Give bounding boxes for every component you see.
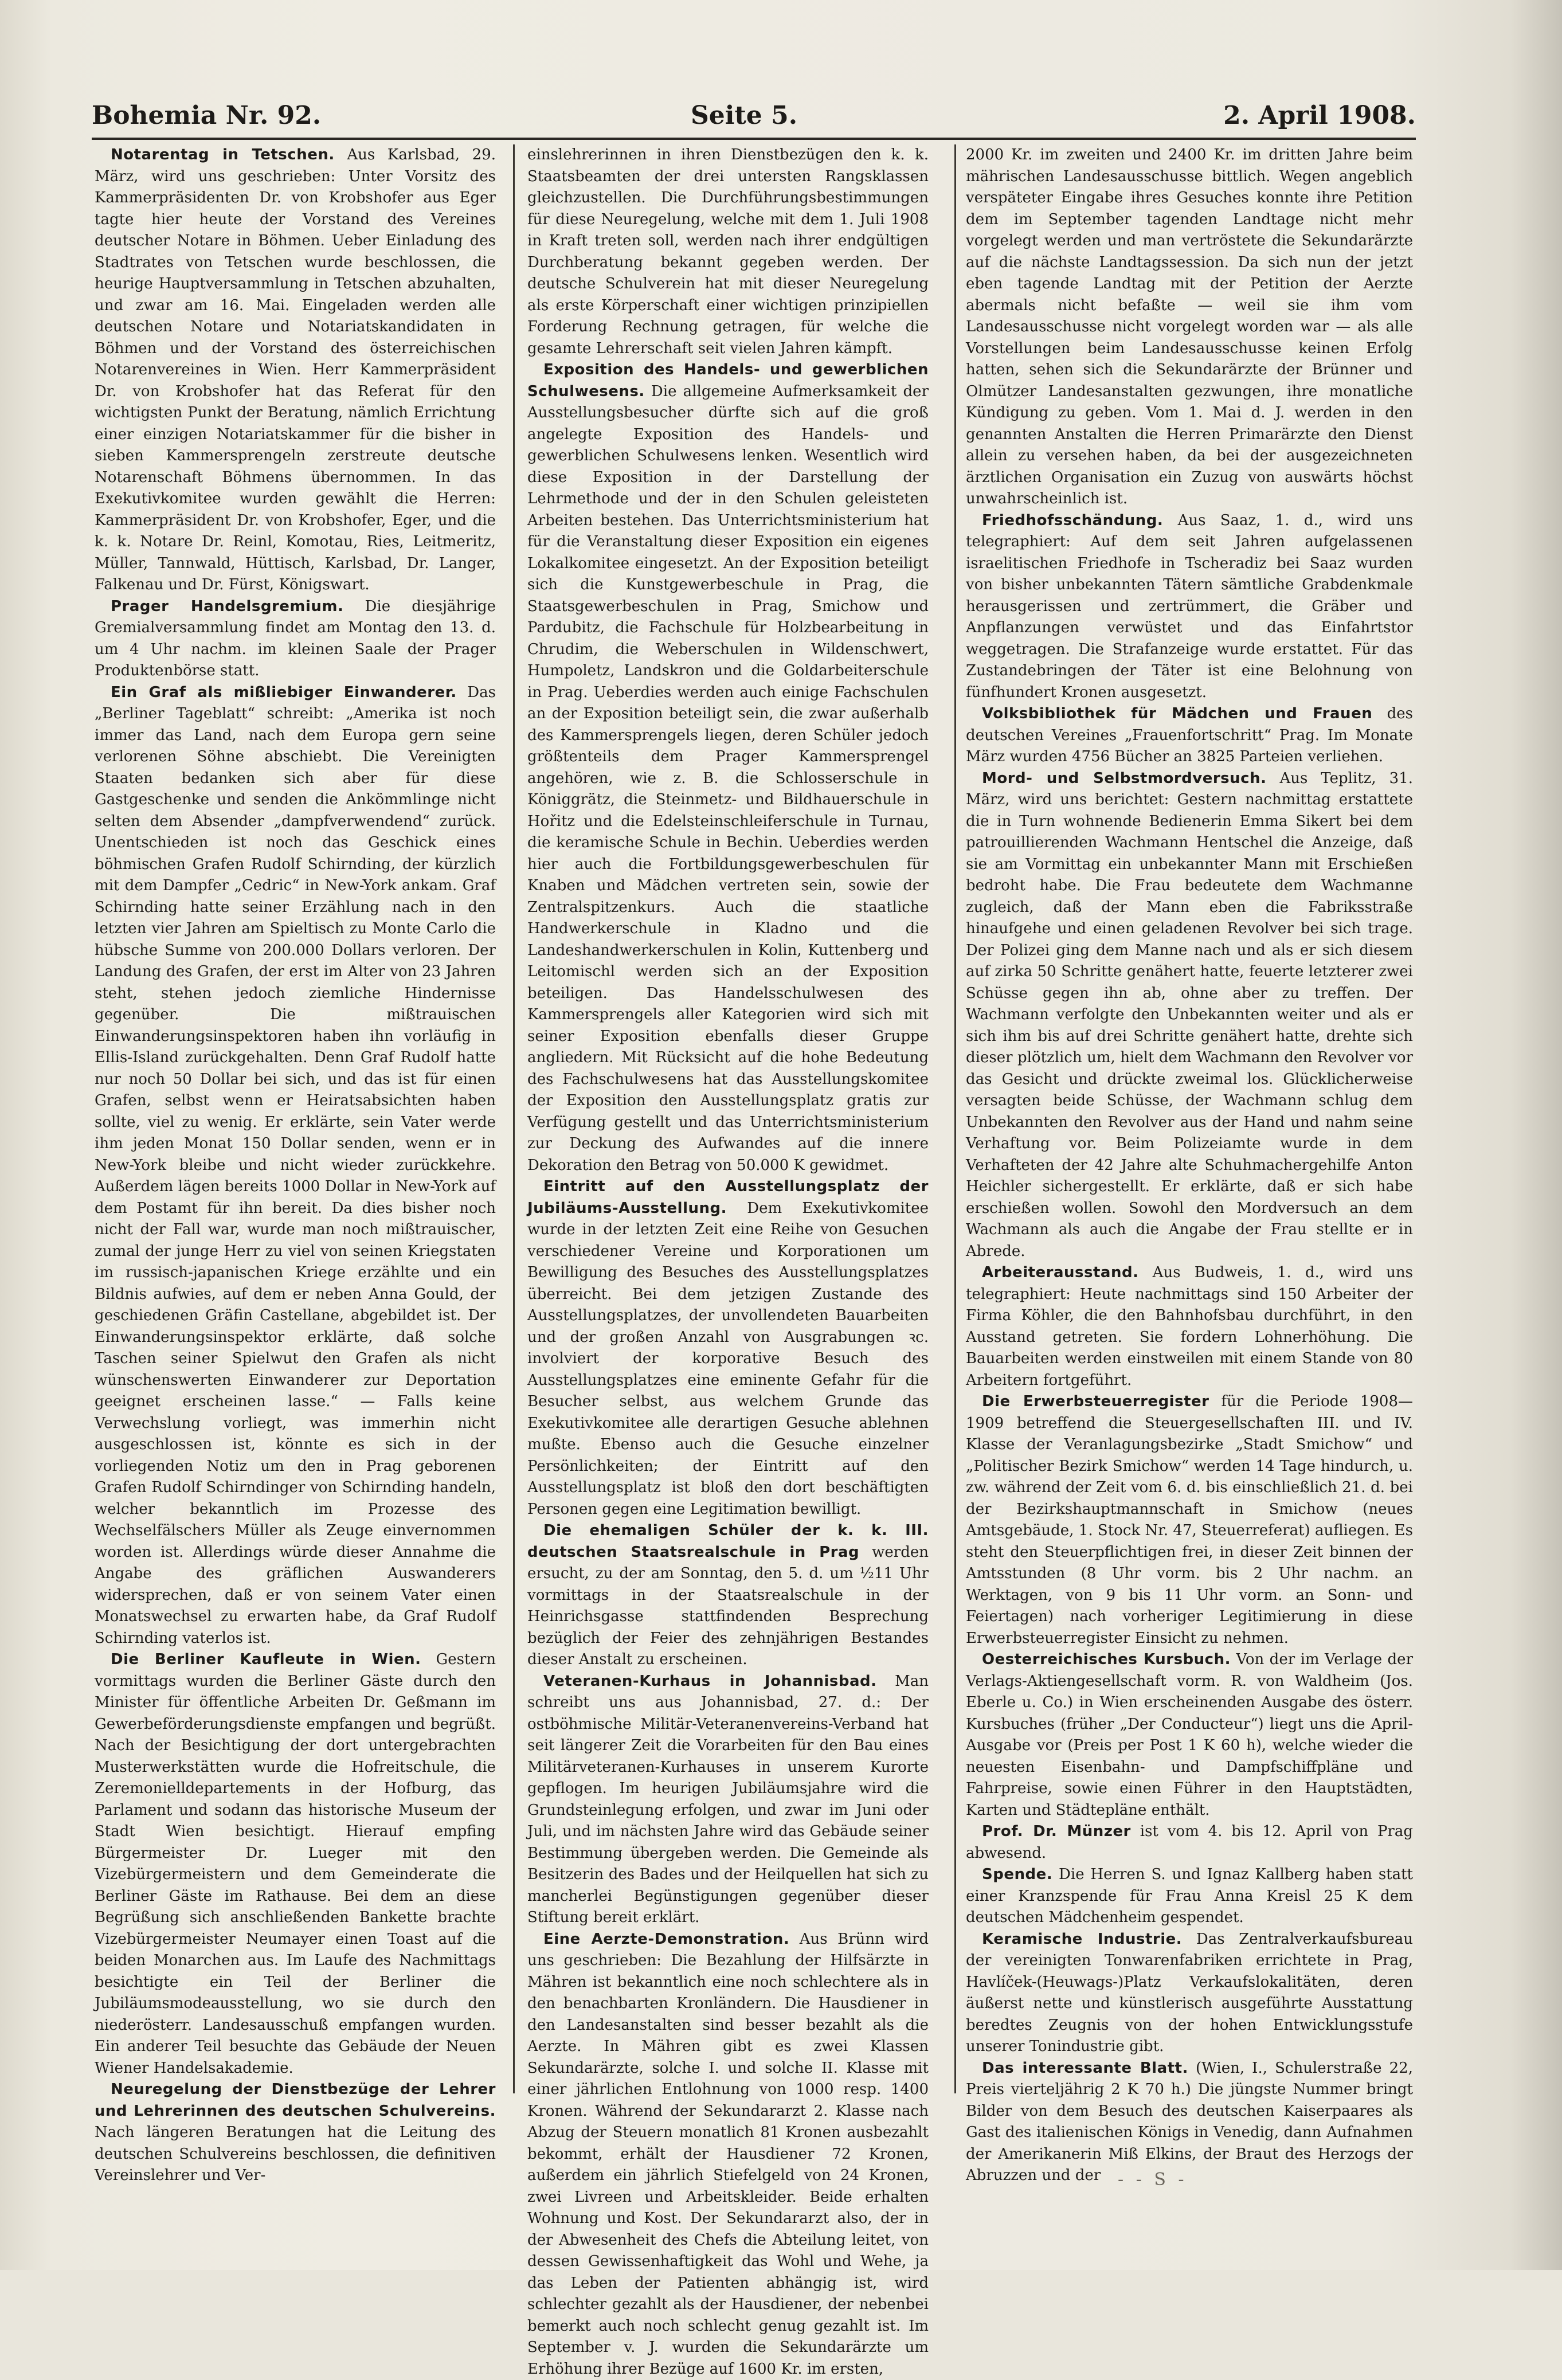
article-headline: Spende.	[982, 1866, 1052, 1883]
column-2	[527, 144, 929, 2154]
article-headline: Mord- und Selbstmordversuch.	[982, 770, 1266, 787]
article-headline: Volksbibliothek für Mädchen und Frauen	[982, 705, 1372, 722]
article-headline: Exposition des Handels- und gewerblichen Schulwesens.	[527, 361, 929, 400]
article-body: Aus Karlsbad, 29. März, wird uns geschrieben: Unter Vorsitz des Kammerpräsidenten Dr. von Krobshofer aus Eger tagte hier heute der Vorstand des Vereines deutscher Notare in Böhmen. Ueber Einladung des Stadtrates von Tetschen wurde beschlossen, die heurige Hauptversammlung in Tetschen abzuhalten, und zwar am 16. Mai. Eingeladen werden alle deutschen Notare und Notariatskandidaten in Böhmen und der Vorstand des österreichischen Notarenvereines in Wien. Herr Kammerpräsident Dr. von Krobshofer hat das Referat für den wichtigsten Punkt der Beratung, nämlich Errichtung einer einzigen Notariatskammer für die bisher in sieben Kammersprengeln zerstreute deutsche Notarenschaft Böhmens übernommen. In das Exekutivkomitee wurden gewählt die Herren: Kammerpräsident Dr. von Krobshofer, Eger, und die k. k. Notare Dr. Reinl, Komotau, Ries, Leitmeritz, Müller, Tannwald, Hüttisch, Karlsbad, Dr. Langer, Falkenau und Dr. Fürst, Königswart.	[95, 146, 496, 593]
article	[966, 768, 1413, 1263]
article	[95, 2079, 496, 2187]
article	[527, 1671, 929, 1929]
article	[966, 1864, 1413, 1929]
article-body: Die allgemeine Aufmerksamkeit der Ausstellungsbesucher dürfte sich auf die groß angelegte Exposition des Handels- und gewerblichen Schulwesens lenken. Wesentlich wird diese Exposition in der Darstellung der Lehrmethode und der in den Schulen geleisteten Arbeiten bestehen. Das Unterrichtsministerium hat für die Veranstaltung dieser Exposition ein eigenes Lokalkomitee eingesetzt. An der Exposition beteiligt sich die Kunstgewerbeschule in Prag, die Staatsgewerbeschulen in Prag, Smichow und Pardubitz, die Fachschule für Holzbearbeitung in Chrudim, die Weberschulen in Wildenschwert, Humpoletz, Landskron und die Goldarbeiterschule in Prag. Ueberdies werden auch einige Fachschulen an der Exposition beteiligt sein, die zwar außerhalb des Kammersprengels liegen, deren Schüler jedoch größtenteils dem Prager Kammersprengel angehören, wie z. B. die Schlosserschule in Königgrätz, die Steinmetz- und Bildhauerschule in Hořitz und die Edelsteinschleiferschule in Turnau, die keramische Schule in Bechin. Ueberdies werden hier auch die Fortbildungsgewerbeschulen für Knaben und Mädchen vertreten sein, sowie der Zentralspitzenkurs. Auch die staatliche Handwerkerschule in Kladno und die Landeshandwerkerschulen in Kolin, Kuttenberg und Leitomischl werden sich an der Exposition beteiligen. Das Handelsschulwesen des Kammersprengels aller Kategorien wird sich mit seiner Exposition ebenfalls dieser Gruppe angliedern. Mit Rücksicht auf die hohe Bedeutung des Fachschulwesens hat das Ausstellungskomitee der Exposition den Ausstellungsplatz gratis zur Verfügung gestellt und das Unterrichtsministerium zur Deckung des Aufwandes auf die innere Dekoration den Betrag von 50.000 K gewidmet.	[527, 383, 929, 1174]
article-body: Die Herren S. und Ignaz Kallberg haben statt einer Kranzspende für Frau Anna Kreisl 25 K dem deutschen Mädchenheim gespendet.	[966, 1866, 1413, 1926]
article-body: Gestern vormittags wurden die Berliner Gäste durch den Minister für öffentliche Arbeiten Dr. Geßmann im Gewerbeförderungsdienste empfangen und begrüßt. Nach der Besichtigung der dort untergebrachten Musterwerkstätten wurde die Hofreitschule, die Zeremonielldepartements in der Hofburg, das Parlament und sodann das historische Museum der Stadt Wien besichtigt. Hierauf empfing Bürgermeister Dr. Lueger mit den Vizebürgermeistern und dem Gemeinderate die Berliner Gäste im Rathause. Bei dem an diese Begrüßung sich anschließenden Bankette brachte Vizebürgermeister Neumayer einen Toast auf die beiden Monarchen aus. Im Laufe des Nachmittags besichtigte ein Teil der Berliner die Jubiläumsmodeausstellung, wo sie durch den niederösterr. Landesausschuß empfangen wurden. Ein anderer Teil besuchte das Gebäude der Neuen Wiener Handelsakademie.	[95, 1651, 496, 2077]
article	[966, 1391, 1413, 1649]
article-body: einslehrerinnen in ihren Dienstbezügen den k. k. Staatsbeamten der drei untersten Rangsklassen gleichzustellen. Die Durchführungsbestimmungen für diese Neuregelung, welche mit dem 1. Juli 1908 in Kraft treten soll, werden nach ihrer endgültigen Durchberatung bekannt gegeben werden. Der deutsche Schulverein hat mit dieser Neuregelung als erste Körperschaft einer wichtigen prinzipiellen Forderung Rechnung getragen, für welche die gesamte Lehrerschaft seit vielen Jahren kämpft.	[527, 146, 929, 357]
article-body: des deutschen Vereines „Frauenfortschritt“ Prag. Im Monate März wurden 4756 Bücher an 3825 Parteien verliehen.	[966, 705, 1413, 765]
article-headline: Die Erwerbsteuerregister	[982, 1393, 1209, 1410]
column-divider	[954, 144, 956, 2093]
article-headline: Prof. Dr. Münzer	[982, 1823, 1131, 1840]
page-header	[92, 96, 1416, 142]
article-headline: Das interessante Blatt.	[982, 2060, 1188, 2077]
article	[95, 682, 496, 1650]
page-edge-shadow	[1510, 0, 1562, 2270]
article	[527, 144, 929, 359]
article	[527, 1929, 929, 2380]
article-body: 2000 Kr. im zweiten und 2400 Kr. im dritten Jahre beim mährischen Landesausschusse bittlich. Wegen angeblich verspäteter Eingabe ihres Gesuches konnte ihre Petition dem im September tagenden Landtage nicht mehr vorgelegt werden und man vertröstete die Sekundarärzte auf die nächste Landtagssession. Da sich nun der jetzt eben tagende Landtag mit der Petition der Aerzte abermals nicht befaßte — weil sie ihm vom Landesausschusse nicht vorgelegt worden war — als alle Vorstellungen beim Landesausschusse keinen Erfolg hatten, sehen sich die Sekundarärzte der Brünner und Olmützer Landesanstalten gezwungen, ihre monatliche Kündigung zu geben. Vom 1. Mai d. J. werden in den genannten Anstalten die Herren Primarärzte den Dienst allein zu versehen haben, da bei der ausgezeichneten ärztlichen Organisation ein Zuzug von auswärts höchst unwahrscheinlich ist.	[966, 146, 1413, 507]
article	[966, 703, 1413, 768]
article	[966, 510, 1413, 704]
article-headline: Eintritt auf den Ausstellungsplatz der Jubiläums-Ausstellung.	[527, 1178, 929, 1217]
article-headline: Neuregelung der Dienstbezüge der Lehrer und Lehrerinnen des deutschen Schulvereins.	[95, 2081, 496, 2120]
article-headline: Friedhofsschändung.	[982, 512, 1163, 529]
article-headline: Die Berliner Kaufleute in Wien.	[111, 1651, 421, 1668]
article	[527, 1176, 929, 1520]
header-publication: Bohemia Nr. 92.	[92, 101, 321, 130]
article-body: Aus Saaz, 1. d., wird uns telegraphiert: Auf dem seit Jahren aufgelassenen israelitischen Friedhofe in Tscheradiz bei Saaz wurden von bisher unbekannten Tätern sämtliche Grabdenkmale herausgerissen und zertrümmert, die Gräber und Anpflanzungen verwüstet und das Einfahrtstor weggetragen. Die Strafanzeige wurde erstattet. Für das Zustandebringen der Täter ist eine Belohnung von fünfhundert Kronen ausgesetzt.	[966, 512, 1413, 701]
column-1	[95, 144, 496, 2154]
article-headline: Eine Aerzte-Demonstration.	[543, 1931, 789, 1948]
article	[966, 1649, 1413, 1821]
article	[95, 1649, 496, 2079]
article-headline: Ein Graf als mißliebiger Einwanderer.	[111, 684, 457, 701]
header-page-number: Seite 5.	[691, 101, 797, 130]
article-body: für die Periode 1908—1909 betreffend die Steuergesellschaften III. und IV. Klasse der Veranlagungsbezirke „Stadt Smichow“ und „Politischer Bezirk Smichow“ werden 14 Tage hindurch, u. zw. während der Zeit vom 6. d. bis einschließlich 21. d. bei der Bezirkshauptmannschaft in Smichow (neues Amtsgebäude, 1. Stock Nr. 47, Steuerreferat) aufliegen. Es steht den Steuerpflichtigen frei, in dieser Zeit binnen der Amtsstunden (8 Uhr vorm. bis 2 Uhr nachm. an Werktagen, von 9 bis 11 Uhr vorm. an Sonn- und Feiertagen) nach vorheriger Legitimierung in diese Erwerbsteuerregister Einsicht zu nehmen.	[966, 1393, 1413, 1647]
article	[95, 596, 496, 682]
header-date: 2. April 1908.	[1223, 101, 1416, 130]
article	[966, 1929, 1413, 2058]
article-body: Das Zentralverkaufsbureau der vereinigten Tonwarenfabriken errichtete in Prag, Havlíček-(Heuwags-)Platz Verkaufslokalitäten, deren äußerst nette und künstlerisch ausgeführte Ausstattung beredtes Zeugnis von der hohen Entwicklungsstufe unserer Tonindustrie gibt.	[966, 1931, 1413, 2056]
article-headline: Notarentag in Tetschen.	[111, 146, 335, 163]
article-body: Das „Berliner Tageblatt“ schreibt: „Amerika ist noch immer das Land, nach dem Europa gern seine verlorenen Söhne abschiebt. Die Vereinigten Staaten bedanken sich aber für diese Gastgeschenke und senden die Ankömmlinge nicht selten dem Absender „dampfverwendend“ zurück. Unentschieden ist noch das Geschick eines böhmischen Grafen Rudolf Schirnding, der kürzlich mit dem Dampfer „Cedric“ in New-York ankam. Graf Schirnding hatte seiner Erzählung nach in den letzten vier Jahren am Spieltisch zu Monte Carlo die hübsche Summe von 200.000 Dollars verloren. Der Landung des Grafen, der erst im Alter von 23 Jahren steht, stehen jedoch ziemliche Hindernisse gegenüber. Die mißtrauischen Einwanderungsinspektoren haben ihn vorläufig in Ellis-Island zurückgehalten. Denn Graf Rudolf hatte nur noch 50 Dollar bei sich, und das ist für einen Grafen, selbst wenn er Heiratsabsichten haben sollte, viel zu wenig. Er erklärte, sein Vater werde ihm jeden Monat 150 Dollar senden, wenn er in New-York bleibe und nicht wieder zurückkehre. Außerdem lägen bereits 1000 Dollar in New-York auf dem Postamt für ihn bereit. Da dies bisher noch nicht der Fall war, wurde man noch mißtrauischer, zumal der junge Herr zu viel von seinen Kriegstaten im russisch-japanischen Kriege erzählte und ein Bildnis aufwies, auf dem er neben Anna Gould, der geschiedenen Gräfin Castellane, abgebildet ist. Der Einwanderungsinspektor erklärte, daß solche Taschen seiner Spielwut den Grafen als nicht wünschenswerten Einwanderer zur Deportation geeignet erscheinen lasse.“ — Falls keine Verwechslung vorliegt, was immerhin nicht ausgeschlossen ist, könnte es sich in der vorliegenden Notiz um den in Prag geborenen Grafen Rudolf Schirndinger von Schirnding handeln, welcher bekanntlich im Prozesse des Wechselfälschers Müller als Zeuge einvernommen worden ist. Allerdings würde dieser Annahme die Angabe des gräflichen Auswanderers widersprechen, daß er von seinem Vater einen Monatswechsel zu erwarten habe, da Graf Rudolf Schirnding vaterlos ist.	[95, 684, 496, 1647]
article-headline: Keramische Industrie.	[982, 1931, 1182, 1948]
article-body: Aus Brünn wird uns geschrieben: Die Bezahlung der Hilfsärzte in Mähren ist bekanntlich eine noch schlechtere als in den benachbarten Kronländern. Die Hausdiener in den Landesanstalten sind besser bezahlt als die Aerzte. In Mähren gibt es zwei Klassen Sekundarärzte, solche I. und solche II. Klasse mit einer jährlichen Entlohnung von 1000 resp. 1400 Kronen. Während der Sekundararzt 2. Klasse nach Abzug der Steuern monatlich 81 Kronen ausbezahlt bekommt, erhält der Hausdiener 72 Kronen, außerdem ein jährlich Stiefelgeld von 24 Kronen, zwei Livreen und Arbeitskleider. Beide erhalten Wohnung und Kost. Der Sekundararzt also, der in der Abwesenheit des Chefs die Abteilung leitet, von dessen Gewissenhaftigkeit das Wohl und Wehe, ja das Leben der Patienten abhängig ist, wird schlechter gezahlt als der Hausdiener, der nebenbei bemerkt auch noch schlecht genug gezahlt ist. Im September v. J. wurden die Sekundarärzte um Erhöhung ihrer Bezüge auf 1600 Kr. im ersten,	[527, 1931, 929, 2378]
column-divider	[513, 144, 515, 2093]
article-headline: Veteranen-Kurhaus in Johannisbad.	[543, 1673, 877, 1690]
article-body: Aus Budweis, 1. d., wird uns telegraphiert: Heute nachmittags sind 150 Arbeiter der Firma Köhler, die den Bahnhofsbau durchführt, in den Ausstand getreten. Sie fordern Lohnerhöhung. Die Bauarbeiten werden einstweilen mit einem Stande von 80 Arbeitern fortgeführt.	[966, 1264, 1413, 1389]
article-body: Aus Teplitz, 31. März, wird uns berichtet: Gestern nachmittag erstattete die in Turn wohnende Bedienerin Emma Sikert bei dem patrouillierenden Wachmann Hentschel die Anzeige, daß sie am Vormittag ein unbekannter Mann mit Erschießen bedroht habe. Die Frau bedeutete dem Wachmanne zugleich, daß der Mann eben die Fabriksstraße hinaufgehe und einen geladenen Revolver bei sich trage. Der Polizei ging dem Manne nach und als er sich diesem auf zirka 50 Schritte genähert hatte, feuerte letzterer zwei Schüsse gegen ihn ab, ohne aber zu treffen. Der Wachmann verfolgte den Unbekannten weiter und als er sich ihm bis auf drei Schritte genähert hatte, drehte sich dieser plötzlich um, hielt dem Wachmann den Revolver vor das Gesicht und drückte zweimal los. Glücklicherweise versagten beide Schüsse, der Wachmann schlug dem Unbekannten den Revolver aus der Hand und nahm seine Verhaftung vor. Beim Polizeiamte wurde in dem Verhafteten der 42 Jahre alte Schuhmachergehilfe Anton Heichler sichergestellt. Er erklärte, daß er sich habe erschießen wollen. Sowohl den Mordversuch an dem Wachmann als auch die Angabe der Frau stellte er in Abrede.	[966, 770, 1413, 1260]
article	[966, 1821, 1413, 1864]
article	[527, 359, 929, 1176]
article	[95, 144, 496, 596]
article-body: Die diesjährige Gremialversammlung findet am Montag den 13. d. um 4 Uhr nachm. im kleinen Saale der Prager Produktenbörse statt.	[95, 598, 496, 680]
header-rule	[92, 138, 1416, 140]
footer-mark: - - S -	[1118, 2170, 1188, 2190]
article-body: Dem Exekutivkomitee wurde in der letzten Zeit eine Reihe von Gesuchen verschiedener Vereine und Korporationen um Bewilligung des Besuches des Ausstellungsplatzes überreicht. Bei dem jetzigen Zustande des Ausstellungsplatzes, der unvollendeten Bauarbeiten und der großen Anzahl von Ausgrabungen ꝛc. involviert der korporative Besuch des Ausstellungsplatzes eine eminente Gefahr für die Besucher selbst, aus welchem Grunde das Exekutivkomitee alle derartigen Gesuche ablehnen mußte. Ebenso auch die Gesuche einzelner Persönlichkeiten; der Eintritt auf den Ausstellungsplatz ist bloß den dort beschäftigten Personen gegen eine Legitimation bewilligt.	[527, 1200, 929, 1518]
article-headline: Die ehemaligen Schüler der k. k. III. deutschen Staatsrealschule in Prag	[527, 1522, 929, 1561]
article-body: Nach längeren Beratungen hat die Leitung des deutschen Schulvereins beschlossen, die definitiven Vereinslehrer und Ver-	[95, 2124, 496, 2184]
article-body: Von der im Verlage der Verlags-Aktiengesellschaft vorm. R. von Waldheim (Jos. Eberle u. Co.) in Wien erscheinenden Ausgabe des österr. Kursbuches (früher „Der Conducteur“) liegt uns die April-Ausgabe vor (Preis per Post 1 K 60 h), welche wieder die neuesten Eisenbahn- und Dampfschiffpläne und Fahrpreise, sowie einen Führer in den Hauptstädten, Karten und Städtepläne enthält.	[966, 1651, 1413, 1819]
article	[966, 2058, 1413, 2187]
article	[966, 1262, 1413, 1391]
article-body: werden ersucht, zu der am Sonntag, den 5. d. um ½11 Uhr vormittags in der Staatsrealschule in der Heinrichsgasse stattfindenden Besprechung bezüglich der Feier des zehnjährigen Bestandes dieser Anstalt zu erscheinen.	[527, 1544, 929, 1669]
article-headline: Prager Handelsgremium.	[111, 598, 343, 615]
article-body: (Wien, I., Schulerstraße 22, Preis vierteljährig 2 K 70 h.) Die jüngste Nummer bringt Bilder von dem Besuch des deutschen Kaiserpaares als Gast des italienischen Königs in Venedig, dann Aufnahmen der Amerikanerin Miß Elkins, der Braut des Herzogs der Abruzzen und der	[966, 2060, 1413, 2185]
article-body: ist vom 4. bis 12. April von Prag abwesend.	[966, 1823, 1413, 1862]
article-headline: Arbeiterausstand.	[982, 1264, 1138, 1281]
article	[966, 144, 1413, 510]
article-headline: Oesterreichisches Kursbuch.	[982, 1651, 1231, 1668]
column-3	[966, 144, 1413, 2154]
article-body: Man schreibt uns aus Johannisbad, 27. d.: Der ostböhmische Militär-Veteranenvereins-Verband hat seit längerer Zeit die Vorarbeiten für den Bau eines Militärveteranen-Kurhauses in unserem Kurorte gepflogen. Im heurigen Jubiläumsjahre wird die Grundsteinlegung erfolgen, und zwar im Juni oder Juli, und im nächsten Jahre wird das Gebäude seiner Bestimmung übergeben werden. Die Gemeinde als Besitzerin des Bades und der Heilquellen hat sich zu mancherlei Begünstigungen gegenüber dieser Stiftung bereit erklärt.	[527, 1673, 929, 1927]
article	[527, 1520, 929, 1671]
